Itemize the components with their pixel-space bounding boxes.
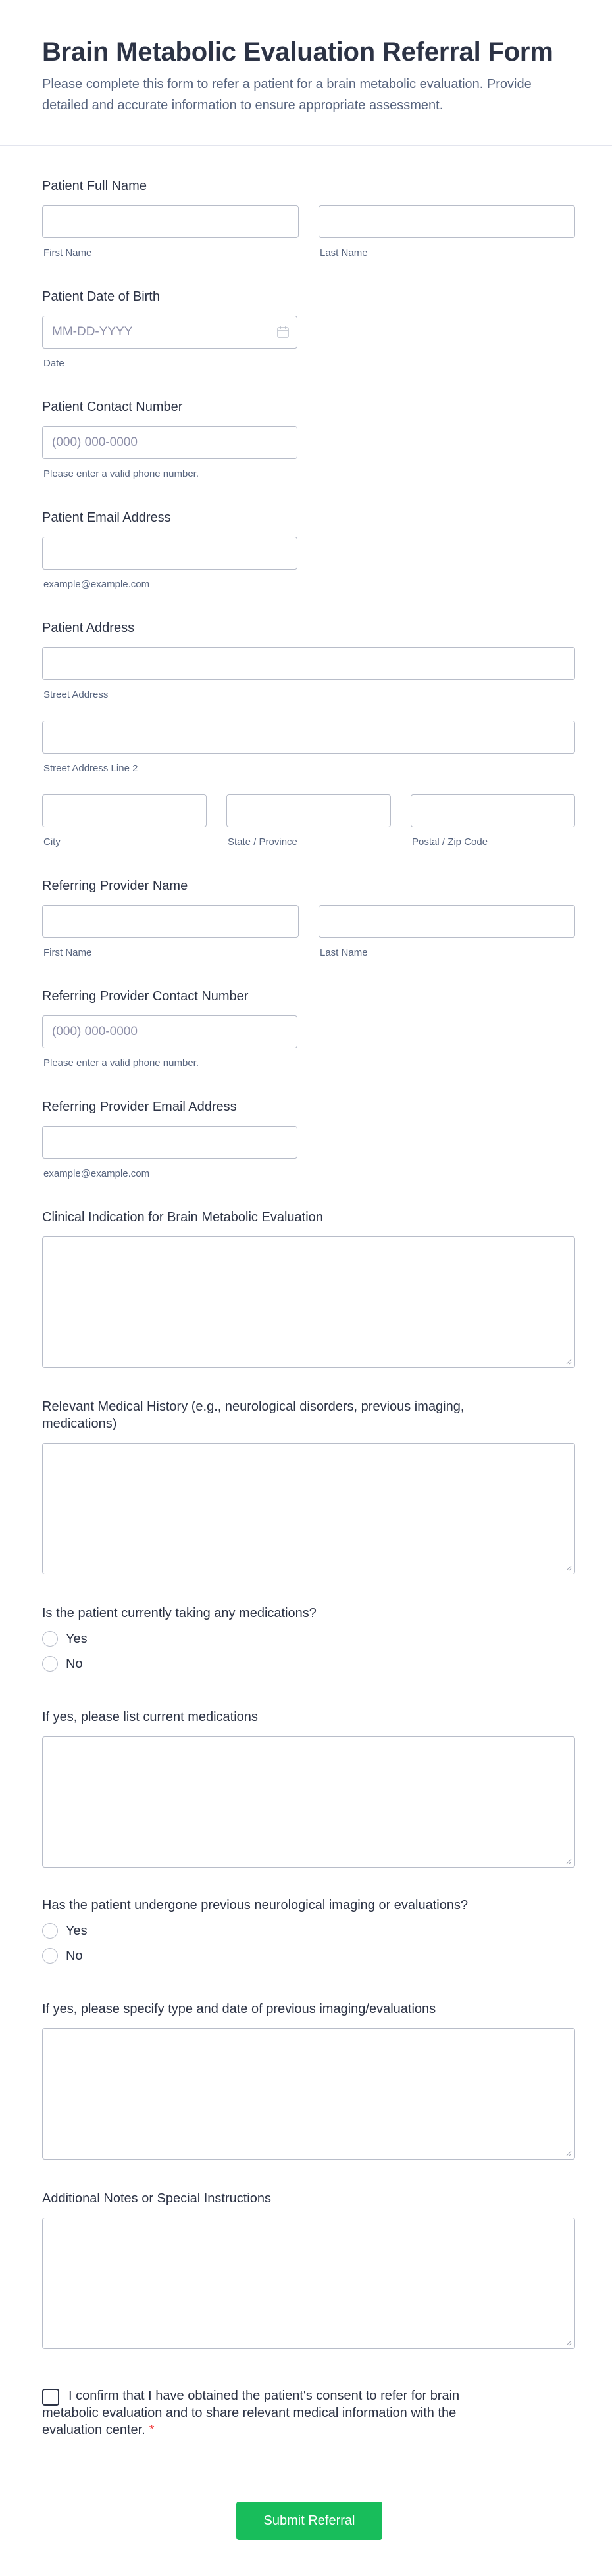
radio-label: Yes bbox=[66, 1923, 88, 1938]
field-label: Has the patient undergone previous neurological imaging or evaluations? bbox=[42, 1898, 469, 1912]
imaging-question-field bbox=[42, 1897, 575, 1976]
additional-notes-field bbox=[42, 2190, 575, 2351]
clinical-indication-textarea[interactable] bbox=[42, 1236, 575, 1368]
provider-first-name-input[interactable] bbox=[42, 905, 299, 938]
form-footer bbox=[0, 2477, 612, 2576]
provider-email-input[interactable] bbox=[42, 1126, 297, 1159]
field-label: Patient Address bbox=[42, 621, 135, 635]
phone-placeholder: (000) 000-0000 bbox=[52, 435, 138, 449]
provider-phone-input[interactable] bbox=[42, 1015, 297, 1048]
medications-yes-option[interactable] bbox=[42, 1631, 88, 1647]
consent-label bbox=[42, 2387, 503, 2439]
medications-list-field bbox=[42, 1709, 575, 1870]
zip-input[interactable] bbox=[411, 794, 575, 827]
medical-history-textarea[interactable] bbox=[42, 1443, 575, 1574]
field-label: If yes, please list current medications bbox=[42, 1710, 258, 1724]
dob-placeholder: MM-DD-YYYY bbox=[52, 325, 133, 339]
dob-sublabel: Date bbox=[43, 358, 64, 369]
form-description: Please complete this form to refer a patient for a brain metabolic evaluation. Provide detailed and accurate information to ensure appropriate assessment. bbox=[42, 77, 532, 112]
provider-last-name-input[interactable] bbox=[319, 905, 575, 938]
imaging-yes-option[interactable] bbox=[42, 1923, 88, 1939]
consent-text: I confirm that I have obtained the patient's consent to refer for brain metabolic evaluation and to share relevant medical information with the evaluation center. bbox=[42, 2389, 460, 2437]
resize-grip-icon[interactable] bbox=[565, 1565, 572, 1571]
imaging-detail-textarea[interactable] bbox=[42, 2028, 575, 2160]
field-label: Patient Contact Number bbox=[42, 400, 183, 414]
patient-email-field bbox=[42, 509, 575, 595]
patient-full-name-field bbox=[42, 178, 575, 263]
street-address-line2-sublabel: Street Address Line 2 bbox=[43, 763, 138, 774]
email-sublabel: example@example.com bbox=[43, 579, 150, 590]
medications-question-field bbox=[42, 1605, 575, 1684]
field-label: Patient Full Name bbox=[42, 179, 147, 193]
state-sublabel: State / Province bbox=[228, 837, 297, 848]
city-sublabel: City bbox=[43, 837, 61, 848]
patient-address-field bbox=[42, 620, 575, 856]
field-label: Referring Provider Email Address bbox=[42, 1100, 237, 1114]
provider-email-field bbox=[42, 1098, 575, 1184]
first-name-sublabel: First Name bbox=[43, 947, 92, 958]
last-name-sublabel: Last Name bbox=[320, 947, 368, 958]
radio-label: No bbox=[66, 1656, 83, 1671]
imaging-no-option[interactable] bbox=[42, 1948, 83, 1964]
radio-button[interactable] bbox=[42, 1656, 58, 1672]
medications-no-option[interactable] bbox=[42, 1656, 83, 1672]
patient-first-name-input[interactable] bbox=[42, 205, 299, 238]
provider-name-field bbox=[42, 877, 575, 963]
radio-button[interactable] bbox=[42, 1923, 58, 1939]
resize-grip-icon[interactable] bbox=[565, 2339, 572, 2346]
last-name-sublabel: Last Name bbox=[320, 247, 368, 258]
clinical-indication-field bbox=[42, 1209, 575, 1370]
form-title: Brain Metabolic Evaluation Referral Form bbox=[42, 37, 553, 66]
form-header bbox=[0, 0, 612, 146]
additional-notes-textarea[interactable] bbox=[42, 2218, 575, 2349]
field-label: Clinical Indication for Brain Metabolic Evaluation bbox=[42, 1210, 323, 1225]
patient-phone-input[interactable] bbox=[42, 426, 297, 459]
provider-phone-field bbox=[42, 988, 575, 1073]
state-input[interactable] bbox=[226, 794, 391, 827]
consent-field bbox=[42, 2387, 575, 2446]
radio-label: No bbox=[66, 1948, 83, 1963]
patient-dob-field bbox=[42, 288, 575, 374]
patient-email-input[interactable] bbox=[42, 537, 297, 570]
dob-input[interactable] bbox=[42, 316, 297, 349]
street-address-line2-input[interactable] bbox=[42, 721, 575, 754]
field-label: Referring Provider Contact Number bbox=[42, 989, 249, 1004]
radio-button[interactable] bbox=[42, 1948, 58, 1964]
resize-grip-icon[interactable] bbox=[565, 2150, 572, 2156]
field-label: Patient Date of Birth bbox=[42, 289, 160, 304]
street-address-input[interactable] bbox=[42, 647, 575, 680]
patient-last-name-input[interactable] bbox=[319, 205, 575, 238]
street-address-sublabel: Street Address bbox=[43, 689, 109, 700]
radio-label: Yes bbox=[66, 1631, 88, 1646]
field-label: If yes, please specify type and date of previous imaging/evaluations bbox=[42, 2002, 436, 2016]
field-label: Additional Notes or Special Instructions bbox=[42, 2191, 271, 2206]
first-name-sublabel: First Name bbox=[43, 247, 92, 258]
email-sublabel: example@example.com bbox=[43, 1168, 150, 1179]
calendar-icon[interactable] bbox=[277, 326, 289, 338]
medical-history-field bbox=[42, 1398, 575, 1576]
resize-grip-icon[interactable] bbox=[565, 1358, 572, 1365]
imaging-detail-field bbox=[42, 2001, 575, 2162]
patient-phone-field bbox=[42, 399, 575, 484]
medications-list-textarea[interactable] bbox=[42, 1736, 575, 1868]
field-label: Is the patient currently taking any medications? bbox=[42, 1606, 317, 1620]
city-input[interactable] bbox=[42, 794, 207, 827]
resize-grip-icon[interactable] bbox=[565, 1858, 572, 1864]
required-asterisk: * bbox=[149, 2423, 155, 2437]
field-label: Referring Provider Name bbox=[42, 879, 188, 893]
radio-button[interactable] bbox=[42, 1631, 58, 1647]
field-label: Relevant Medical History (e.g., neurological disorders, previous imaging, medications) bbox=[42, 1399, 465, 1431]
phone-sublabel: Please enter a valid phone number. bbox=[43, 468, 199, 479]
submit-referral-button[interactable]: Submit Referral bbox=[236, 2502, 382, 2540]
phone-sublabel: Please enter a valid phone number. bbox=[43, 1057, 199, 1069]
phone-placeholder: (000) 000-0000 bbox=[52, 1025, 138, 1038]
zip-sublabel: Postal / Zip Code bbox=[412, 837, 488, 848]
field-label: Patient Email Address bbox=[42, 510, 171, 525]
